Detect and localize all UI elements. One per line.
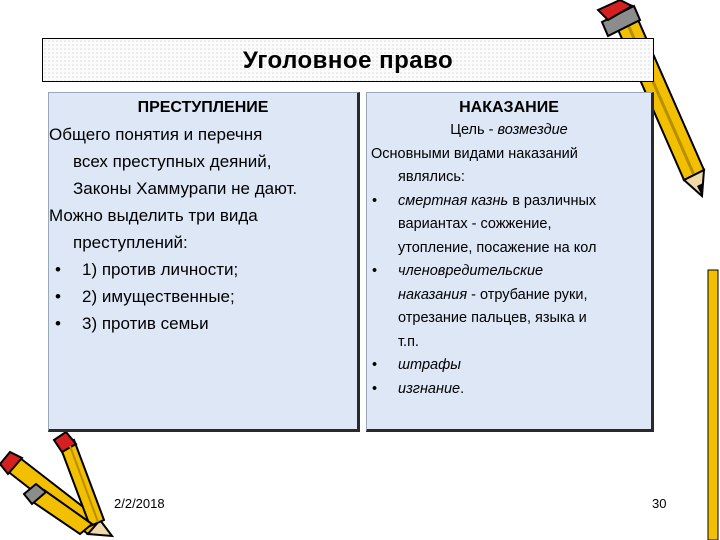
crime-bullet: • 1) против личности; <box>49 256 357 283</box>
punishment-intro: Основными видами наказаний <box>371 145 578 162</box>
punishment-term: изгнание <box>398 380 461 397</box>
crime-text-line: преступлений: <box>73 233 188 252</box>
punishment-term: смертная казнь <box>398 192 509 209</box>
punishment-text: в различных <box>512 192 597 209</box>
slide-title: Уголовное право <box>242 47 454 74</box>
punishment-text: . <box>460 380 465 397</box>
goal-value: возмездие <box>497 122 568 138</box>
punishment-text: - отрубание руки, <box>471 286 588 303</box>
punishment-panel <box>366 92 654 432</box>
punishment-bullet <box>367 354 651 378</box>
title-box <box>42 38 654 82</box>
punishment-text-line: т.п. <box>398 333 419 350</box>
punishment-bullet <box>367 190 651 214</box>
slide-date: 2/2/2018 <box>114 496 165 511</box>
punishment-heading: НАКАЗАНИЕ <box>459 99 559 116</box>
crime-text-line: Законы Хаммурапи не дают. <box>73 179 298 198</box>
punishment-text-line: отрезание пальцев, языка и <box>398 310 587 326</box>
crime-bullet: • 3) против семьи <box>49 310 357 337</box>
crime-bullet: • 2) имущественные; <box>49 283 357 310</box>
pencil-icon <box>708 270 718 540</box>
crime-panel <box>48 92 360 432</box>
crime-text-line: Общего понятия и перечня <box>49 125 263 144</box>
crime-text-line: всех преступных деяний, <box>73 152 272 171</box>
punishment-text-line: утопление, посажение на кол <box>398 239 597 256</box>
punishment-body <box>367 119 651 401</box>
punishment-term: штрафы <box>398 357 461 373</box>
punishment-goal <box>367 119 651 143</box>
goal-label: Цель - <box>450 122 494 138</box>
punishment-term: членовредительские <box>398 263 544 279</box>
punishment-text-line: вариантах - сожжение, <box>398 216 552 232</box>
punishment-bullet <box>367 260 651 284</box>
punishment-bullet <box>367 378 651 402</box>
punishment-text-line <box>367 284 651 308</box>
page-number: 30 <box>652 496 667 511</box>
crime-text-line: Можно выделить три вида <box>49 206 258 225</box>
crime-body <box>49 121 357 337</box>
crime-heading: ПРЕСТУПЛЕНИЕ <box>137 99 269 116</box>
punishment-term: наказания <box>398 286 468 303</box>
punishment-intro: являлись: <box>398 169 465 185</box>
